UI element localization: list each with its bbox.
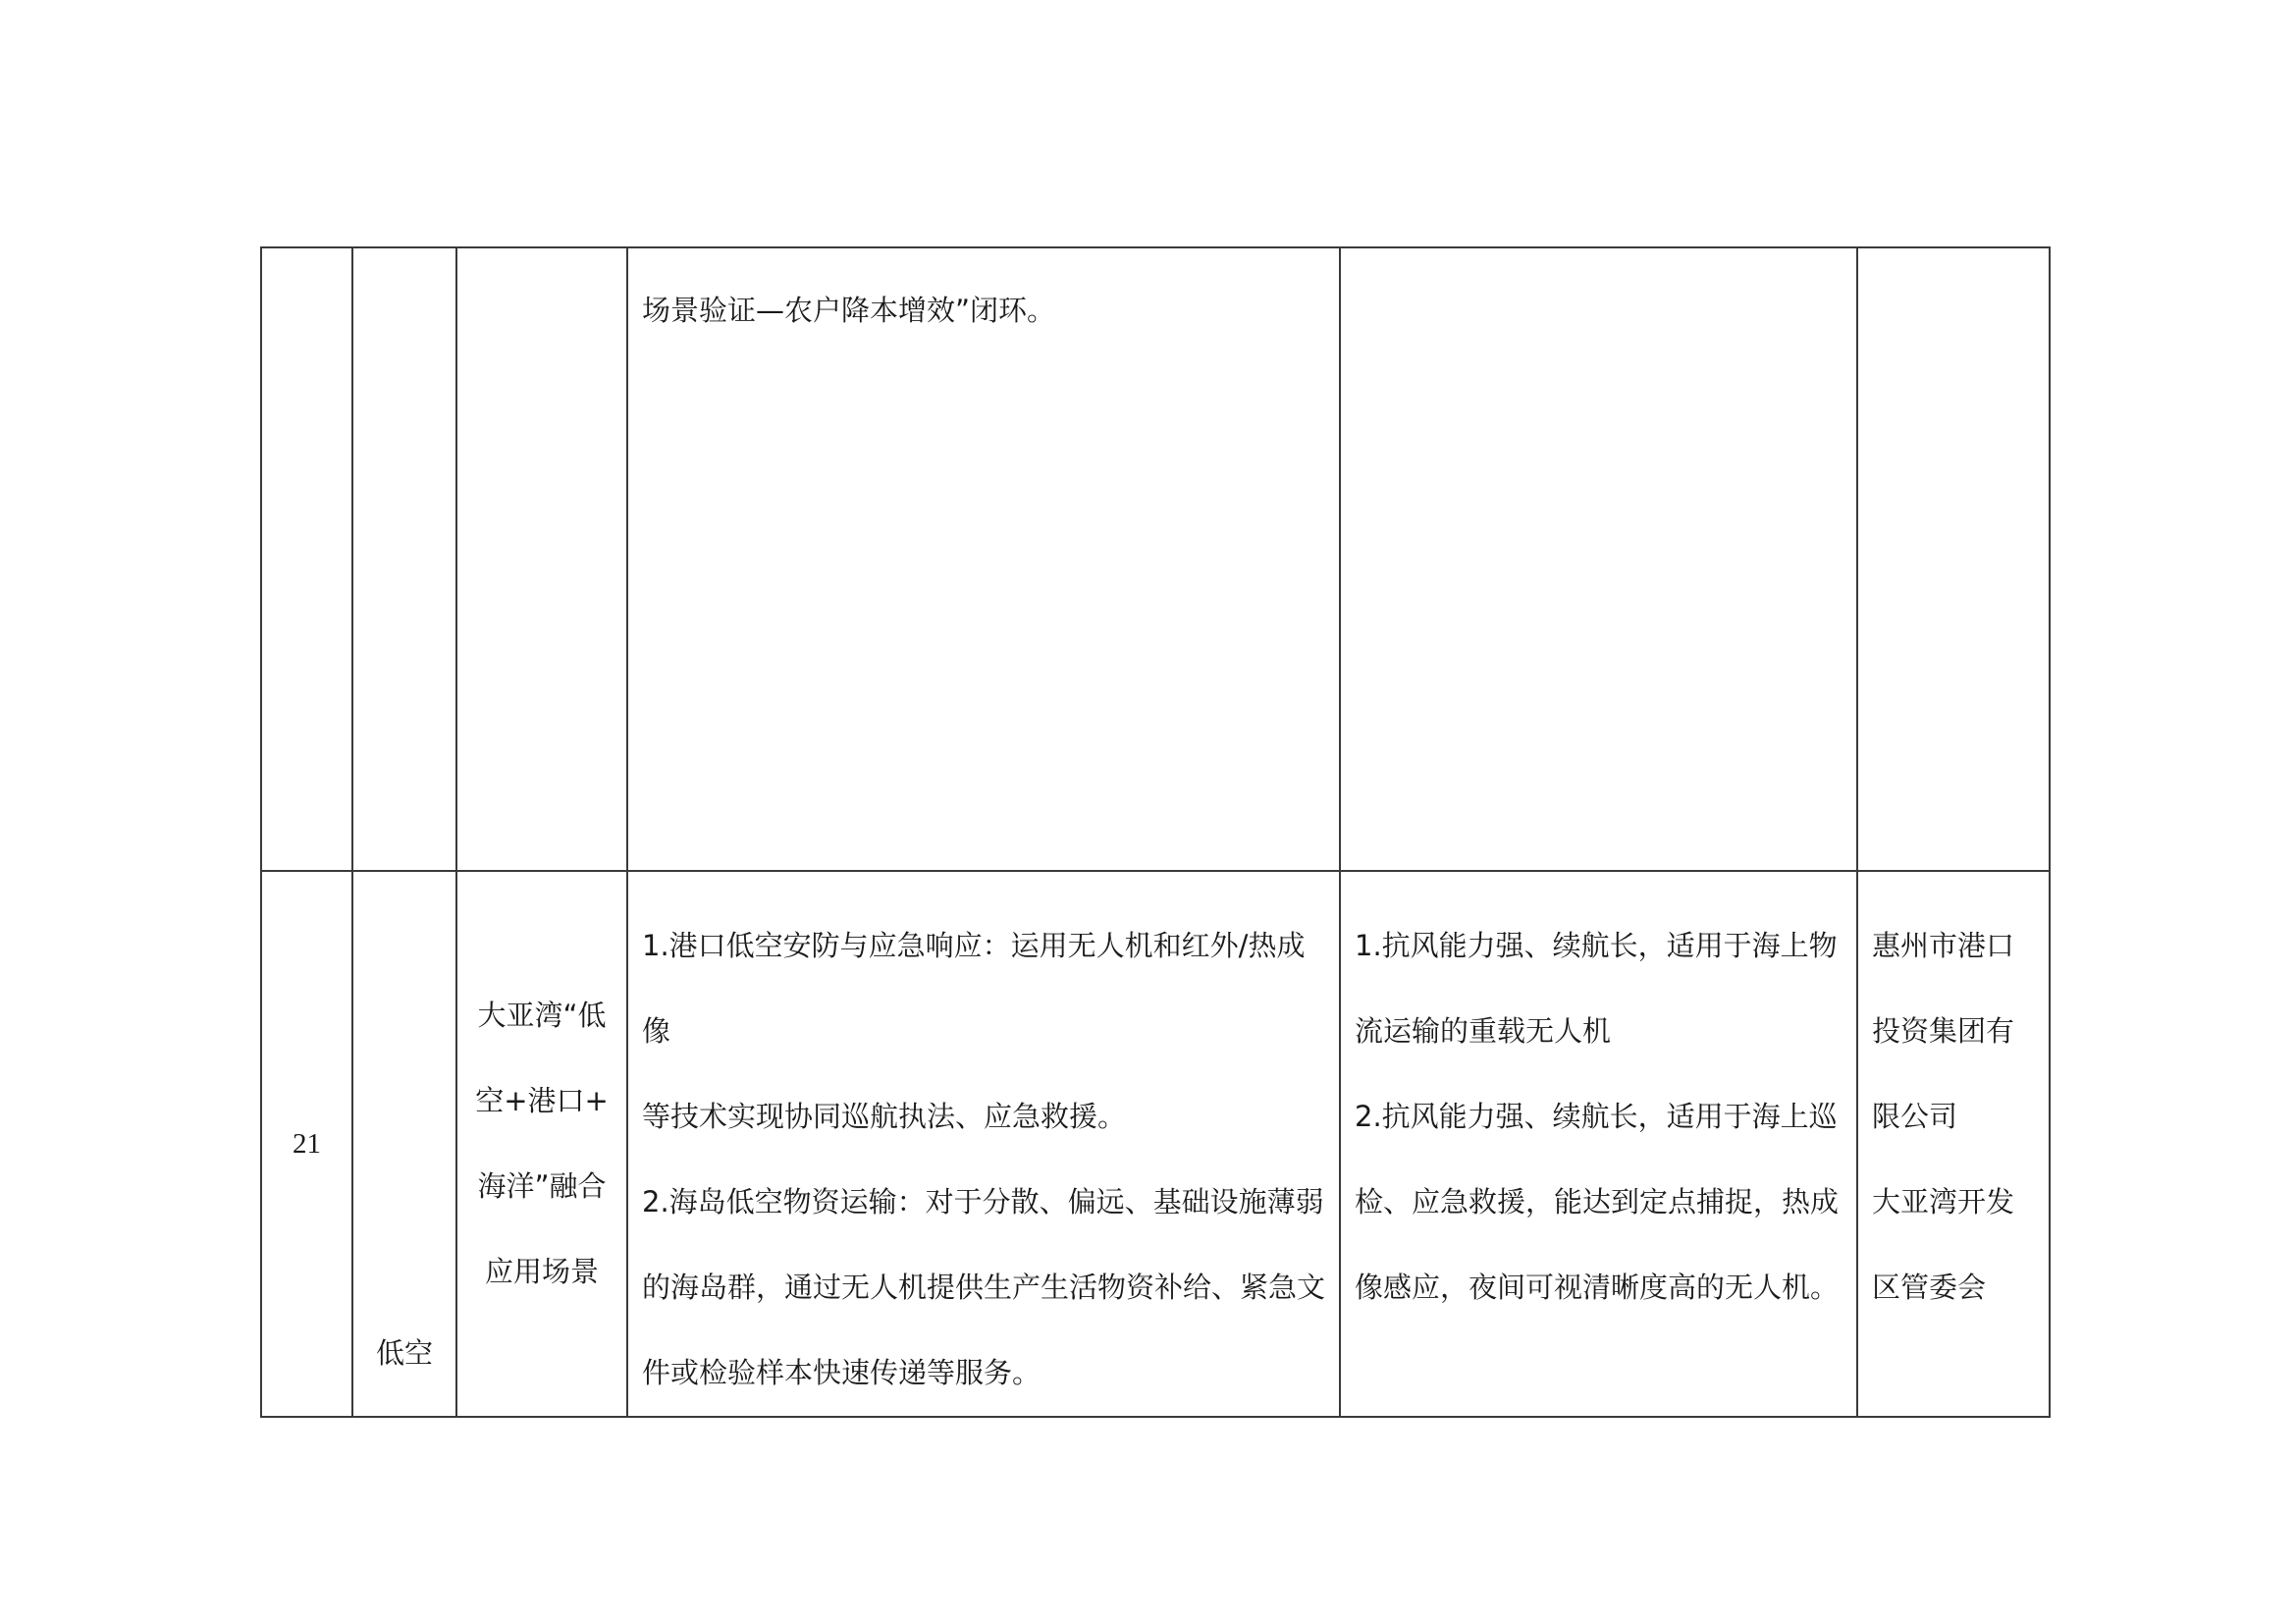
cell-scene-empty xyxy=(456,247,627,871)
cell-category xyxy=(352,871,456,1417)
cell-requirement xyxy=(1340,871,1857,1417)
cell-content xyxy=(627,871,1340,1417)
requirement-line: 1.抗风能力强、续航长，适用于海上物 xyxy=(1355,929,1838,962)
unit-line: 大亚湾开发 xyxy=(1872,1185,2015,1218)
content-line: 等技术实现协同巡航执法、应急救援。 xyxy=(642,1100,1127,1133)
cell-requirement-empty xyxy=(1340,247,1857,871)
cell-number xyxy=(261,871,352,1417)
document-table xyxy=(260,246,2051,1418)
scene-line: 海洋”融合 xyxy=(477,1169,607,1203)
scene-line: 空+港口+ xyxy=(475,1084,609,1117)
content-line: 的海岛群，通过无人机提供生产生活物资补给、紧急文 xyxy=(642,1271,1326,1304)
requirement-line: 检、应急救援，能达到定点捕捉，热成 xyxy=(1355,1185,1840,1218)
cell-content xyxy=(627,247,1340,871)
scene-text xyxy=(457,973,626,1315)
table-row xyxy=(261,871,2050,1417)
cell-scene xyxy=(456,871,627,1417)
unit-text xyxy=(1858,872,2049,1330)
requirement-line: 2.抗风能力强、续航长，适用于海上巡 xyxy=(1355,1100,1838,1133)
requirement-line: 流运输的重载无人机 xyxy=(1355,1014,1612,1048)
content-line: 件或检验样本快速传递等服务。 xyxy=(642,1356,1041,1389)
cell-unit-empty xyxy=(1857,247,2050,871)
requirement-line: 像感应，夜间可视清晰度高的无人机。 xyxy=(1355,1271,1840,1304)
unit-line: 投资集团有 xyxy=(1872,1014,2015,1048)
content-line: 2.海岛低空物资运输：对于分散、偏远、基础设施薄弱 xyxy=(642,1185,1324,1218)
content-line: 1.港口低空安防与应急响应：运用无人机和红外/热成像 xyxy=(642,929,1306,1048)
category-text: 低空 xyxy=(375,1336,433,1370)
unit-line: 惠州市港口 xyxy=(1872,929,2015,962)
cell-category-empty xyxy=(352,247,456,871)
cell-number-empty xyxy=(261,247,352,871)
table-row xyxy=(261,247,2050,871)
scene-line: 大亚湾“低 xyxy=(477,999,607,1032)
scene-line: 应用场景 xyxy=(484,1255,599,1288)
cell-unit xyxy=(1857,871,2050,1417)
row-number: 21 xyxy=(293,1127,321,1160)
requirement-text xyxy=(1341,872,1856,1330)
content-text: 场景验证—农户降本增效”闭环。 xyxy=(642,294,1056,327)
content-text xyxy=(628,872,1339,1416)
unit-line: 区管委会 xyxy=(1872,1271,1987,1304)
unit-line: 限公司 xyxy=(1872,1100,1958,1133)
